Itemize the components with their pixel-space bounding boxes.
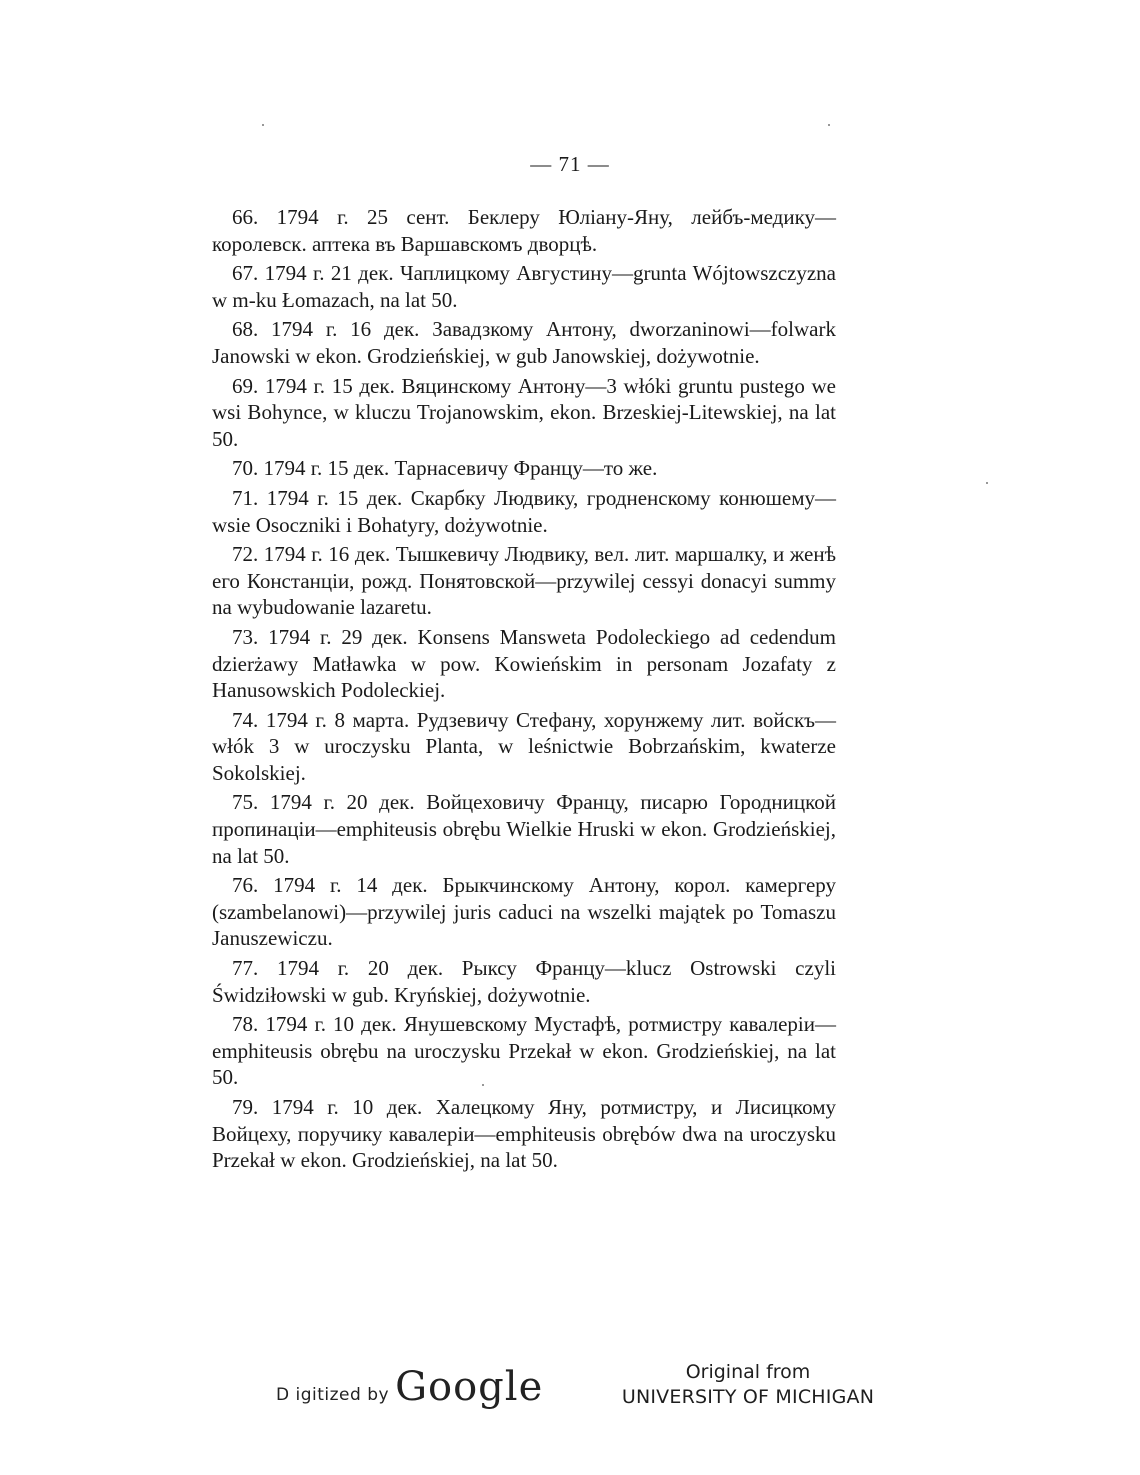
digitized-prefix: D igitized by: [276, 1385, 390, 1405]
original-from-label: Original from: [685, 1361, 811, 1383]
entry-67: 67. 1794 г. 21 дек. Чаплицкому Августину—grunta Wójtowszczyzna w m-ku Łomazach, na lat 50.: [212, 261, 836, 312]
entry-75: 75. 1794 г. 20 дек. Войцеховичу Францу, писарю Городницкой пропинаціи—emphiteusis obrębu Wielkie Hruski w ekon. Grodzieńskiej, na lat 50.: [212, 790, 836, 868]
entry-71: 71. 1794 г. 15 дек. Скарбку Людвику, гродненскому конюшему—wsie Osoczniki i Bohatyry, dożywotnie.: [212, 485, 836, 537]
scan-speck: [482, 1084, 484, 1086]
entry-78: 78. 1794 г. 10 дек. Янушевскому Мустафѣ, ротмистру кавалеріи—emphiteusis obrębu na uroczysku Przekał w ekon. Grodzieńskiej, na lat 50.: [212, 1012, 836, 1090]
original-source: [618, 1360, 878, 1410]
entry-77: 77. 1794 г. 20 дек. Рыксу Францу—klucz Ostrowski czyli Świdziłowski w gub. Kryńskiej, dożywotnie.: [212, 956, 836, 1007]
entry-68: 68. 1794 г. 16 дек. Завадзкому Антону, dworzaninowi—folwark Janowski w ekon. Grodzieńskiej, w gub Janowskiej, dożywotnie.: [212, 317, 836, 368]
entry-74: 74. 1794 г. 8 марта. Рудзевичу Стефану, хорунжему лит. войскъ—włók 3 w uroczysku Planta, w leśnictwie Bobrzańskim, kwaterze Sokolskiej.: [212, 707, 836, 785]
scan-speck: [262, 124, 264, 126]
page-number: — 71 —: [530, 152, 610, 176]
google-logo: Google: [395, 1364, 544, 1410]
entries-list: [212, 204, 836, 1177]
footer: [0, 1358, 1140, 1418]
digitized-by-google: [276, 1364, 543, 1410]
entry-69: 69. 1794 г. 15 дек. Вяцинскому Антону—3 włóki gruntu pustego we wsi Bohynce, w kluczu Trojanowskim, ekon. Brzeskiej-Litewskiej, na lat 50.: [212, 373, 836, 451]
entry-70: 70. 1794 г. 15 дек. Тарнасевичу Францу—то же.: [232, 456, 658, 481]
entry-72: 72. 1794 г. 16 дек. Тышкевичу Людвику, вел. лит. маршалку, и женѣ его Констанціи, рожд. Понятовской—przywilej cessyi donacyi summy na wybudowanie lazaretu.: [212, 542, 836, 620]
entry-73: 73. 1794 г. 29 дек. Konsens Mansweta Podoleckiego ad cedendum dzierżawy Matławka w pow. Kowieńskim in personam Jozafaty z Hanusowskich Podoleckiej.: [212, 624, 836, 703]
scan-speck: [828, 124, 830, 126]
entry-76: 76. 1794 г. 14 дек. Брыкчинскому Антону, корол. камергеру (szambelanowi)—przywilej juris caduci na wszelki majątek po Tomaszu Januszewiczu.: [212, 873, 836, 951]
scan-speck: [986, 482, 988, 484]
university-name: UNIVERSITY OF MICHIGAN: [621, 1386, 875, 1408]
entry-66: 66. 1794 г. 25 сент. Беклеру Юліану-Яну, лейбъ-медику— королевск. аптека въ Варшавскомъ дворцѣ.: [212, 205, 836, 256]
entry-79: 79. 1794 г. 10 дек. Халецкому Яну, ротмистру, и Лисицкому Войцеху, поручику кавалеріи—emphiteusis obrębów dwa na uroczysku Przekał w ekon. Grodzieńskiej, na lat 50.: [212, 1095, 836, 1173]
